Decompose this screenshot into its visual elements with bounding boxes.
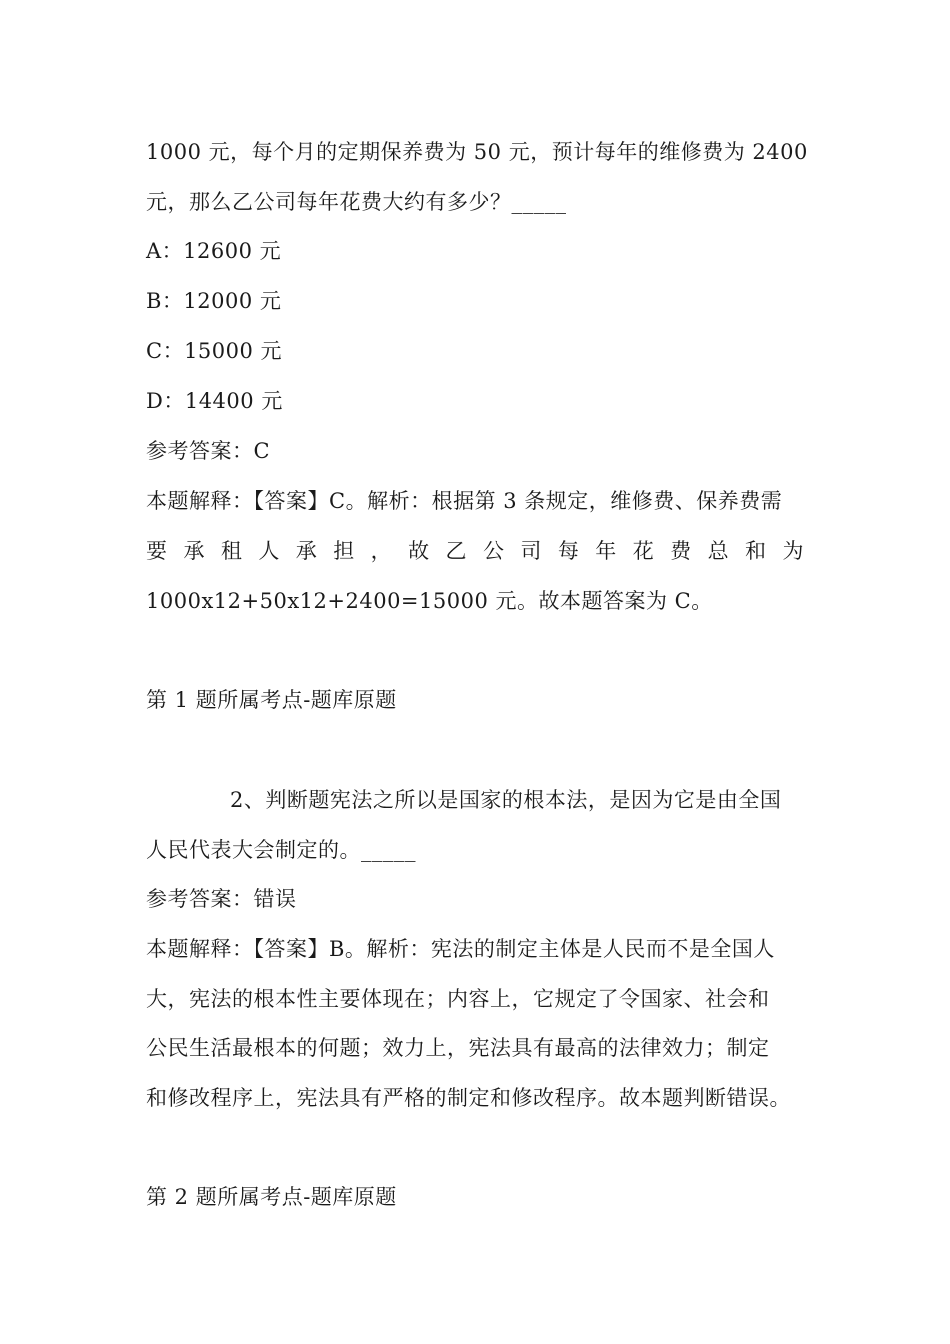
explanation-char: 为: [782, 539, 804, 563]
explanation-char: 乙: [445, 539, 467, 563]
explanation-char: 花: [632, 539, 655, 563]
explanation-char: 公: [482, 539, 505, 563]
explanation-char: 人: [258, 539, 280, 563]
question2-footer: 第 2 题所属考点-题库原题: [146, 1185, 397, 1209]
explanation-char: 司: [520, 539, 542, 563]
question2-explanation-line2: 大，宪法的根本性主要体现在；内容上，它规定了令国家、社会和: [146, 987, 770, 1011]
question1-option-c: C：15000 元: [146, 339, 283, 363]
explanation-char: 租: [220, 539, 243, 563]
explanation-char: ，: [370, 539, 393, 563]
explanation-char: 承: [295, 539, 318, 563]
explanation-char: 年: [595, 539, 617, 563]
question1-stem-line1: 1000 元，每个月的定期保养费为 50 元，预计每年的维修费为 2400: [146, 140, 808, 164]
question2-answer: 参考答案：错误: [146, 887, 297, 911]
question2-explanation-line1: 本题解释：【答案】B。解析：宪法的制定主体是人民而不是全国人: [146, 937, 775, 961]
explanation-char: 故: [408, 539, 430, 563]
question1-stem-line2: 元，那么乙公司每年花费大约有多少？_____: [146, 190, 567, 214]
question1-explanation-line1: 本题解释：【答案】C。解析：根据第 3 条规定，维修费、保养费需: [146, 489, 783, 513]
explanation-char: 总: [707, 539, 730, 563]
question2-stem-line1: 2、判断题宪法之所以是国家的根本法，是因为它是由全国: [230, 788, 782, 812]
question2-explanation-line4: 和修改程序上，宪法具有严格的制定和修改程序。故本题判断错误。: [146, 1086, 791, 1110]
explanation-char: 费: [670, 539, 692, 563]
explanation-char: 每: [557, 539, 580, 563]
question1-footer: 第 1 题所属考点-题库原题: [146, 688, 397, 712]
question1-answer: 参考答案：C: [146, 439, 271, 463]
explanation-char: 担: [333, 539, 355, 563]
explanation-char: 承: [183, 539, 205, 563]
question2-explanation-line3: 公民生活最根本的何题；效力上，宪法具有最高的法律效力；制定: [146, 1036, 770, 1060]
question1-explanation-line2: [146, 537, 804, 565]
explanation-char: 要: [146, 539, 168, 563]
question2-stem-line2: 人民代表大会制定的。_____: [146, 838, 416, 862]
question1-option-a: A：12600 元: [146, 239, 282, 263]
question1-option-b: B：12000 元: [146, 289, 282, 313]
question1-explanation-line3: 1000x12+50x12+2400=15000 元。故本题答案为 C。: [146, 589, 713, 613]
question1-option-d: D：14400 元: [146, 389, 283, 413]
explanation-char: 和: [745, 539, 767, 563]
